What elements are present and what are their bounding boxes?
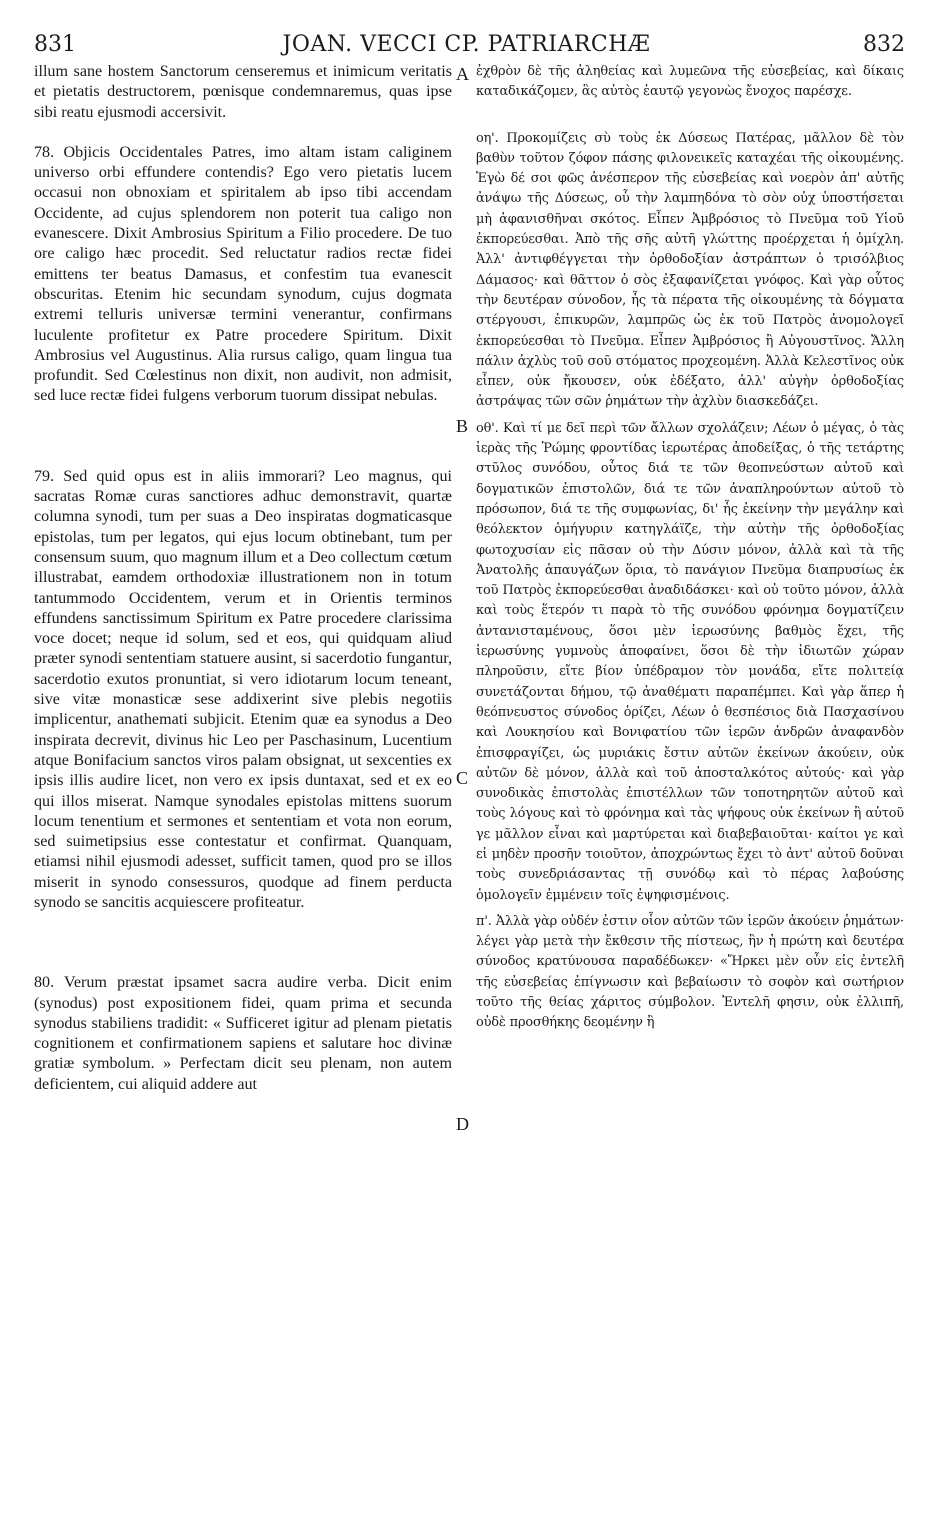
latin-paragraph-79: 79. Sed quid opus est in aliis immorari? Leo magnus, qui sacratas Romæ curas sanctiores adhuc demonstravit, quartæ columna synodi, tum per suas a Deo inspiratas dogmaticasque epistolas, tum per legatos, qui ejus locum obtinebant, tum per consensum suum, quo magnum illum et a Deo collectum cœtum illustrabat, eamdem orthodoxiæ illustrationem non in totum tantummodo Occidentem, verum et in Orientis terminos effundens sanctissimum Spiritum ex Patre procedere clarissima voce docet; neque id solum, sed et eos, qui quidquam aliud præter synodi sententiam statuere ausint, si sacerdotio fungantur, sacerdotio exutos pronuntiat, si vero idiotarum locum teneant, sive vitæ monasticæ sese addixerint sive plebis negotiis implicentur, anathemati subjicit. Etenim quæ ea synodus a Deo inspirata decrevit, divinus hic Leo per Paschasinum, Lucentium atque Bonifacium sanctos viros palam obsignat, ut sexcenties ex ipsis illis audire licet, non vero ex ipsis duntaxat, sed et ex eo qui illos miserat. Namque synodales epistolas mittens suorum locum tenentium et sermones et sententiam et vota non eorum, sed suimetipsius esse contestatur et confirmat. Quanquam, etiamsi nihil ejusmodi adesset, sufficit tamen, quod pro se illos miserit in synodo consessuros, quodque ad finem perducta synodo se sancitis acquiescere profiteatur. [34, 467, 452, 911]
margin-marker-c: C [456, 768, 469, 788]
margin-marker-a: A [456, 64, 469, 84]
page-number-right: 832 [863, 32, 905, 57]
greek-paragraph-77-end: ἐχθρὸν δὲ τῆς ἀληθείας καὶ λυμεῶνα τῆς εὐσεβείας, καὶ δίκαις καταδικάζομεν, ἃς αὐτὸς ἑαυτῷ γεγονὼς ἔνοχος παρέσχε. [476, 64, 904, 100]
greek-paragraph-78: οη'. Προκομίζεις σὺ τοὺς ἐκ Δύσεως Πατέρας, μᾶλλον δὲ τὸν βαθὺν τοῦτον ζόφον πάσης φιλονεικεῖς καταχέαι τῆς οἰκουμένης. Ἐγὼ δέ σοι φῶς ἀνέσπερον τῆς εὐσεβείας καὶ νοερὸν ἀπ' αὐτῆς ἀνάψω τῆς Δύσεως, οὗ τὴν λαμπηδόνα τὸ σὸν οὐχ ὑποστήσεται μὴ ἀφανισθῆναι σκότος. Εἶπεν Ἀμβρόσιος τὸ Πνεῦμα τοῦ Υἱοῦ ἐκπορεύεσθαι. Ἀπὸ τῆς σῆς αὐτῆ γλώττης προέρχεται ἡ ὁμίχλη. Ἀλλ' ἀντιφθέγγεται τὴν ὀρθοδοξίαν ἀστράπτων ὁ τρισόλβιος Δάμασος· καὶ θᾶττον ὁ σὸς ἐξαφανίζεται γνόφος. Καὶ γὰρ οὗτος τὴν δευτέραν σύνοδον, ἧς τὰ πέρατα τῆς οἰκουμένης τὰ δόγματα στέργουσι, ἐπικυρῶν, λαμπρῶς ὡς ἐκ τοῦ Πατρὸς ἀνομολογεῖ ἐκπορεύεσθαι τὸ Πνεῦμα. Εἶπεν Ἀμβρόσιος ἢ Αὐγουστῖνος. Ἄλλη πάλιν ἀχλὺς τοῦ σοῦ στόματος προχεομένη. Ἀλλὰ Κελεστῖνος οὐκ εἶπεν, οὐκ ἤκουσεν, οὐκ ἐδέξατο, ἀλλ' αὐγὴν ὀρθοδοξίας ἀστράψας τῶν σῶν ῥημάτων τὴν ἀχλὺν διασκεδάζει. [476, 130, 904, 410]
page-number-left: 831 [34, 32, 76, 57]
latin-paragraph-80: 80. Verum præstat ipsamet sacra audire verba. Dicit enim (synodus) post expositionem fidei, quam prima et secunda synodus stabiliens tradidit: « Sufficeret igitur ad plenam pietatis cognitionem et confirmationem sapiens et salutare hoc divinæ gratiæ symbolum. » Perfectam dicit seu plenam, non autem deficientem, cui aliquid addere aut [34, 974, 452, 1093]
margin-marker-d: D [456, 1114, 469, 1134]
margin-marker-b: B [456, 416, 469, 436]
latin-paragraph-77-end: illum sane hostem Sanctorum censeremus et inimicum veritatis et pietatis destructorem, pœnisque condemnaremus, quas ipse sibi reatu ejusmodi accersivit. [34, 63, 452, 121]
latin-column [34, 62, 452, 1095]
greek-paragraph-80: π'. Ἀλλὰ γὰρ οὐδέν ἐστιν οἷον αὐτῶν τῶν ἱερῶν ἀκούειν ῥημάτων· λέγει γὰρ μετὰ τὴν ἔκθεσιν τῆς πίστεως, ἣν ἡ πρώτη καὶ δευτέρα σύνοδος κρατύνουσα παραδέδωκεν· «Ἤρκει μὲν οὖν εἰς ἐντελῆ τῆς εὐσεβείας ἐπίγνωσιν καὶ βεβαίωσιν τὸ σοφὸν καὶ σωτήριον τοῦτο τῆς θείας χάριτος σύμβολον. Ἐντελῆ φησιν, οὐκ ἐλλιπῆ, οὐδὲ προσθήκης δεομένην ἢ [476, 913, 904, 1031]
greek-paragraph-79: οθ'. Καὶ τί με δεῖ περὶ τῶν ἄλλων σχολάζειν; Λέων ὁ μέγας, ὁ τὰς ἱερὰς τῆς Ῥώμης φροντίδας ἱερωτέρας ἀποδείξας, ὁ τῆς τετάρτης στῦλος συνόδου, οὗτος διά τε τῶν θεοπνεύστων αὐτοῦ καὶ δογματικῶν ἐπιστολῶν, διά τε τῶν ἀναπληρούντων αὐτοῦ τὸ πρόσωπον, διά τε τῆς συμφωνίας, δι' ἧς ἐκείνην τὴν μεγάλην καὶ θεόλεκτον ὁμήγυριν κατηγλάϊζε, τὴν αὐτὴν τῆς ὀρθοδοξίας φωτοχυσίαν εἰς πᾶσαν οὐ τὴν Δύσιν μόνον, ἀλλὰ καὶ τὰ τῆς Ἀνατολῆς ἀπαυγάζων ὅρια, τὸ πανάγιον Πνεῦμα διαπρυσίως ἐκ τοῦ Πατρὸς ἐκπορεύεσθαι ἀναδιδάσκει· καὶ οὐ τοῦτο μόνον, ἀλλὰ καὶ τοὺς ἕτερόν τι παρὰ τὸ τῆς συνόδου φρόνημα δογματίζειν ἀντανισταμένους, ὅσοι μὲν ἱερωσύνης βαθμὸς ἔχει, τῆς ἱερωσύνης γυμνοὺς ἀποφαίνει, ὅσοι δὲ τὴν ἰδιωτῶν χώραν πληροῦσιν, εἴτε βίον ὑπέδραμον τὸν μονάδα, εἴτε πολιτείᾳ συνετάζονται δήμου, τῷ ἀναθέματι παραπέμπει. Καὶ γὰρ ἅπερ ἡ θεόπνευστος σύνοδος ὁρίζει, Λέων ὁ θεσπέσιος διὰ Πασχασίνου καὶ Λουκησίου καὶ Βονιφατίου τῶν ἱερῶν ἀνδρῶν ἀναφανδὸν ἐπισφραγίζει, ὡς μυριάκις ἔστιν αὐτῶν ἐκείνων ἀκούειν, οὐκ αὐτῶν δὲ μόνον, ἀλλὰ καὶ τοῦ ἀποσταλκότος αὐτούς· καὶ γὰρ συνοδικὰς ἐπιστολὰς ἐπιστέλλων τῶν τοποτηρητῶν αὐτοῦ καὶ τοὺς λόγους καὶ τὸ φρόνημα καὶ τὰς ψήφους οὐκ ἐκείνων ἢ αὐτοῦ γε μᾶλλον εἶναι καὶ μαρτύρεται καὶ διαβεβαιοῦται· καίτοι γε καὶ εἰ μηδὲν προσῆν τοιοῦτον, ἀποχρώντως ἔχει τὸ ἀντ' αὐτοῦ δοῦναι τοὺς συνεδριάσαντας τῇ συνόδῳ καὶ τὸ πέρας λαβούσης ὁμολογεῖν ἐμμένειν τοῖς ἐψηφισμένοις. [476, 420, 904, 903]
greek-column [476, 62, 904, 1034]
margin-markers [452, 0, 476, 1540]
running-title: JOAN. VECCI CP. PATRIARCHÆ [282, 32, 651, 57]
latin-paragraph-78: 78. Objicis Occidentales Patres, imo altam istam caliginem universo orbi effundere contendis? Ego vero pietatis lucem occasui non obnoxiam et spiritalem ab ipso tibi accendam Occidente, ad cujus splendorem non poterit tua caligo non evanescere. Dixit Ambrosius Spiritum a Filio procedere. De tuo ore caligo hæc procedit. Sed reluctatur radios rectæ fidei emittens ter beatus Damasus, et confestim tua evanescit obscuritas. Etenim hic secundam synodum, cujus dogmata extremi telluris universæ termini venerantur, confirmans luculente profitetur ex Patre procedere Spiritum. Dixit Ambrosius vel Augustinus. Alia rursus caligo, quam lingua tua profundit. Sed Cœlestinus non dixit, non audivit, non admisit, sed luce rectæ fidei fulgens verborum tuorum dissipat nebulas. [34, 143, 452, 405]
